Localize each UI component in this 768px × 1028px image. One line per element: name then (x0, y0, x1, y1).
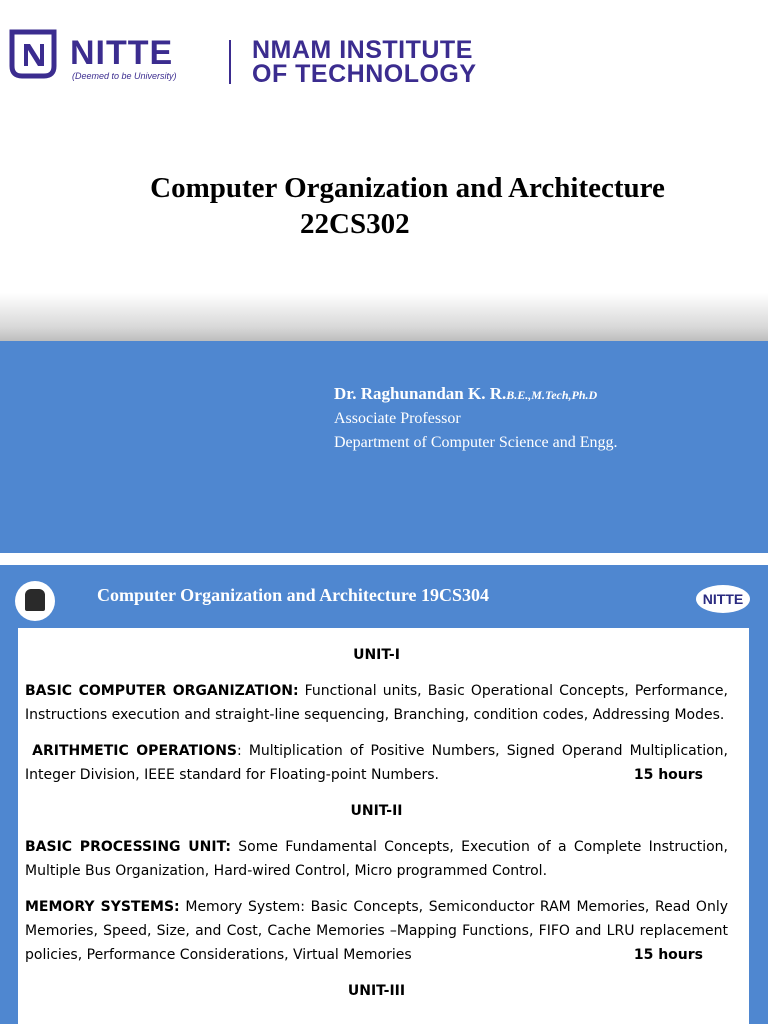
nitte-badge-icon (696, 585, 750, 613)
paragraph-body: Functional units, Basic Operational Concepts, Performance, Instructions execution and straight-line sequencing, Branching, condition codes, Addressing Modes. (25, 683, 728, 723)
paragraph (25, 895, 728, 967)
badge-text: NITTE (702, 591, 744, 607)
slide-gap (0, 553, 768, 565)
institute-line-1: NMAM INSTITUTE (252, 36, 473, 64)
paragraph (25, 835, 728, 883)
paragraph-head: BASIC COMPUTER ORGANIZATION: (25, 683, 299, 699)
paragraph-body: Some Fundamental Concepts, Execution of a Complete Instruction, Multiple Bus Organization, Hard-wired Control, Micro programmed Control. (25, 839, 729, 879)
nitte-logo-icon (8, 28, 58, 80)
author-department: Department of Computer Science and Engg. (334, 434, 618, 451)
unit-heading: UNIT-III (347, 983, 406, 999)
paragraph-body: Memory System: Basic Concepts, Semiconductor RAM Memories, Read Only Memories, Speed, Size, and Cost, Cache Memories –Mapping Functions, FIFO and LRU replacement policies, Performance Considerations, Virtual Memories (25, 899, 729, 963)
author-degrees: B.E.,M.Tech,Ph.D (506, 388, 598, 402)
paragraph (25, 679, 728, 727)
syllabus-title: Computer Organization and Architecture 19CS304 (97, 585, 489, 605)
emblem-icon (15, 581, 55, 621)
unit-heading: UNIT-II (350, 803, 403, 819)
paragraph-head: ARITHMETIC OPERATIONS (32, 743, 237, 759)
shade-strip (0, 293, 768, 341)
author-designation: Associate Professor (334, 410, 461, 427)
brand-subtitle: (Deemed to be University) (72, 71, 177, 81)
syllabus-content (25, 643, 728, 1003)
institute-name (252, 38, 477, 86)
hours-label: 15 hours (633, 947, 703, 963)
paragraph-head: MEMORY SYSTEMS: (25, 899, 180, 915)
unit-heading: UNIT-I (353, 647, 400, 663)
paragraph (25, 739, 728, 787)
institute-line-2: OF TECHNOLOGY (252, 60, 477, 88)
author-name: Dr. Raghunandan K. R. (334, 384, 507, 403)
author-block (334, 384, 617, 452)
brand-name: NITTE (70, 34, 174, 72)
hours-label: 15 hours (633, 767, 703, 783)
paragraph-body: : Multiplication of Positive Numbers, Signed Operand Multiplication, Integer Division, IEEE standard for Floating-point Numbers. (25, 743, 728, 783)
course-code: 22CS302 (300, 208, 410, 240)
paragraph-head: BASIC PROCESSING UNIT: (25, 839, 231, 855)
brand-divider (229, 40, 231, 84)
course-title: Computer Organization and Architecture (150, 172, 665, 204)
